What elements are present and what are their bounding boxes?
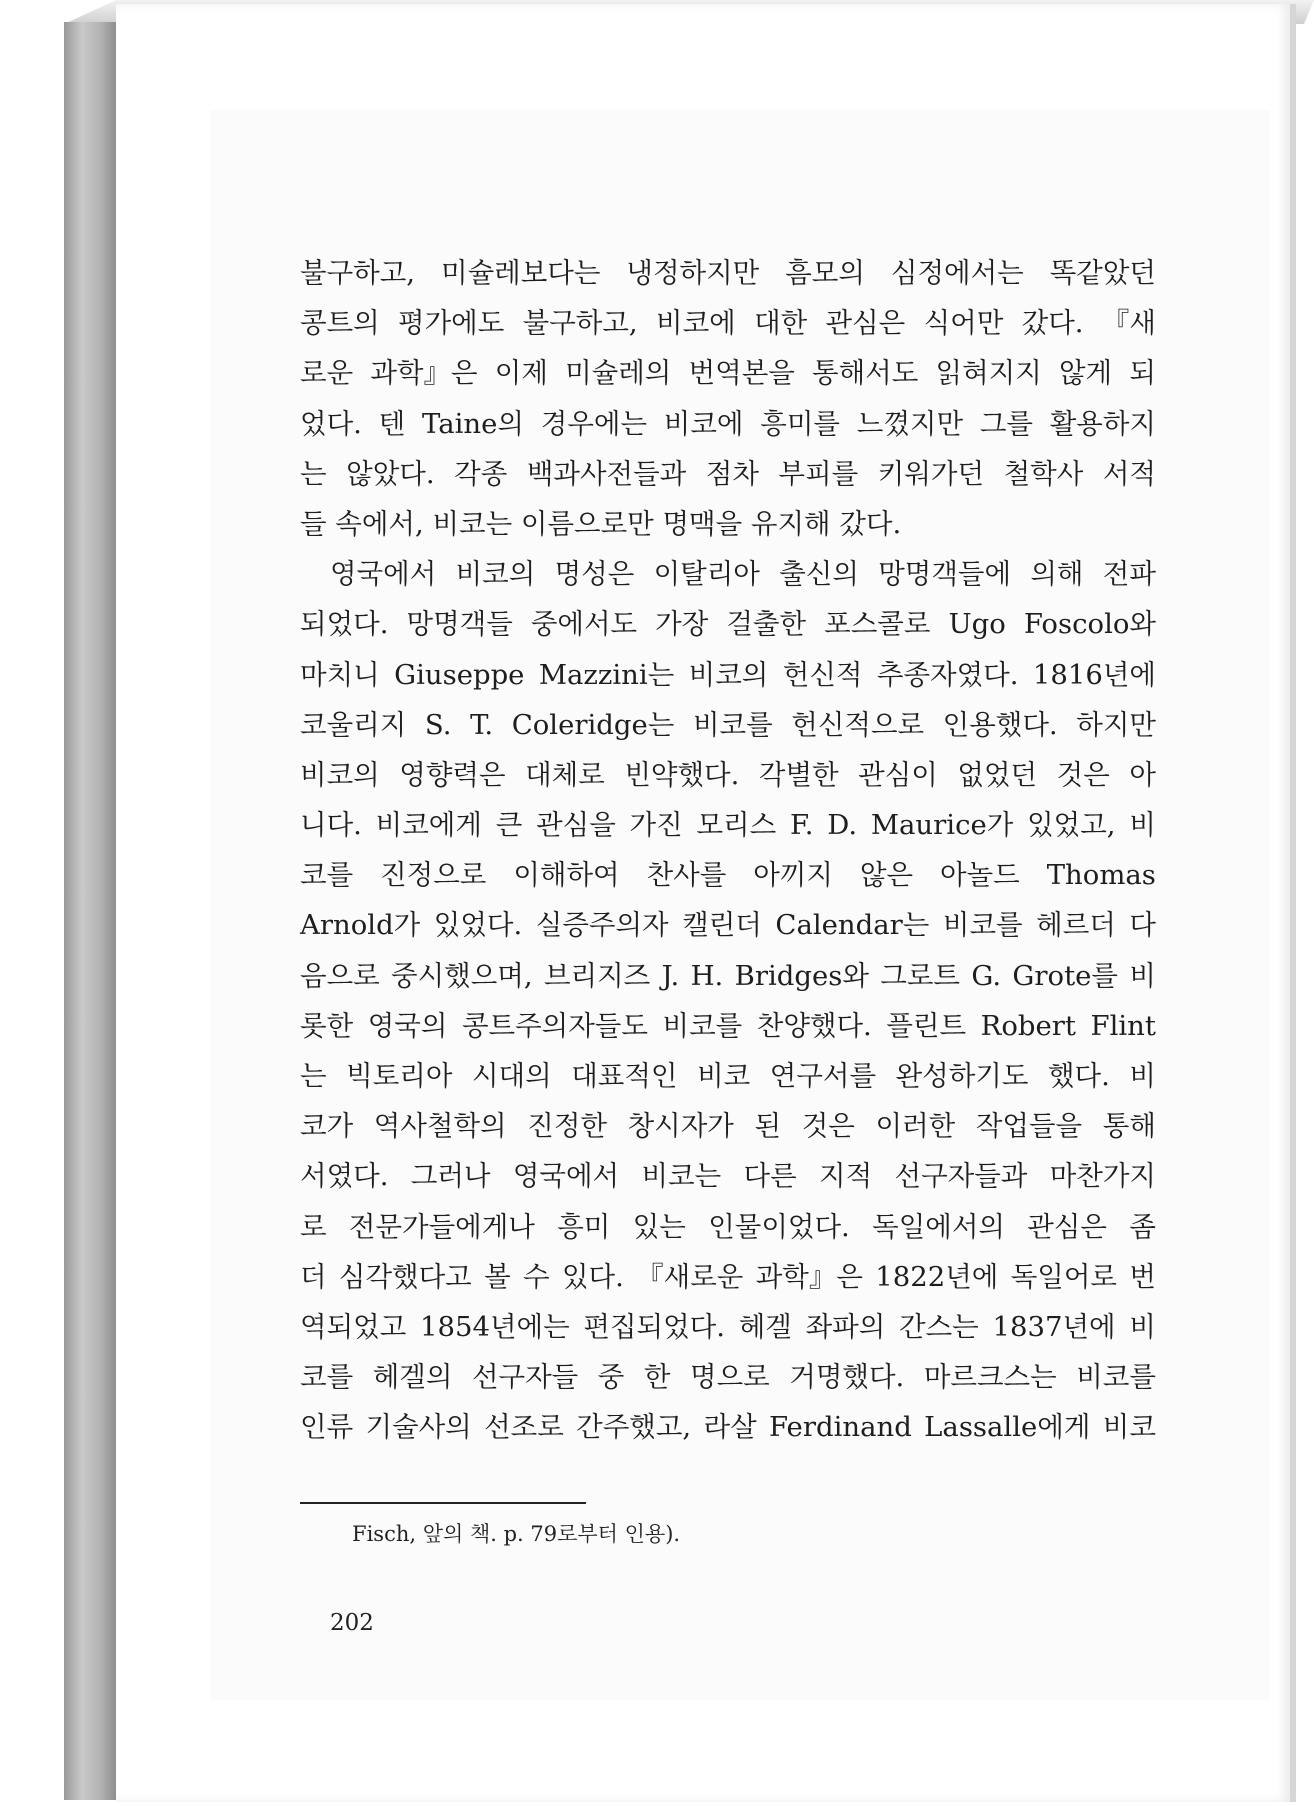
- text-line: 롯한 영국의 콩트주의자들도 비코를 찬양했다. 플린트 Robert Flint: [300, 1009, 1156, 1042]
- paragraph-2: [300, 549, 1156, 1452]
- text-line: 더 심각했다고 볼 수 있다. 『새로운 과학』은 1822년에 독일어로 번: [300, 1260, 1156, 1293]
- text-line: 서였다. 그러나 영국에서 비코는 다른 지적 선구자들과 마찬가지: [300, 1160, 1156, 1193]
- footnote: Fisch, 앞의 책. p. 79로부터 인용).: [352, 1522, 681, 1546]
- paragraph-1: [300, 248, 1156, 549]
- text-line: 로 전문가들에게나 흥미 있는 인물이었다. 독일에서의 관심은 좀: [300, 1210, 1156, 1243]
- text-line: 는 빅토리아 시대의 대표적인 비코 연구서를 완성하기도 했다. 비: [300, 1060, 1156, 1092]
- text-line: 들 속에서, 비코는 이름으로만 명맥을 유지해 갔다.: [300, 507, 902, 540]
- text-line: Arnold가 있었다. 실증주의자 캘린더 Calendar는 비코를 헤르더 다: [300, 909, 1156, 942]
- text-line: 코가 역사철학의 진정한 창시자가 된 것은 이러한 작업들을 통해: [300, 1110, 1156, 1143]
- text-line: 역되었고 1854년에는 편집되었다. 헤겔 좌파의 간스는 1837년에 비: [300, 1310, 1156, 1343]
- text-line: 비코의 영향력은 대체로 빈약했다. 각별한 관심이 없었던 것은 아: [300, 758, 1156, 791]
- text-line: 니다. 비코에게 큰 관심을 가진 모리스 F. D. Maurice가 있었고, 비: [300, 809, 1156, 842]
- text-line: 되었다. 망명객들 중에서도 가장 걸출한 포스콜로 Ugo Foscolo와: [300, 608, 1156, 641]
- footnote-divider: [300, 1502, 586, 1504]
- book-spine: [64, 22, 117, 1800]
- text-line: 로운 과학』은 이제 미슐레의 번역본을 통해서도 읽혀지지 않게 되: [300, 357, 1156, 390]
- text-line: 코를 진정으로 이해하여 찬사를 아끼지 않은 아놀드 Thomas: [300, 859, 1156, 892]
- text-line: 콩트의 평가에도 불구하고, 비코에 대한 관심은 식어만 갔다. 『새: [300, 307, 1156, 340]
- text-line: 었다. 텐 Taine의 경우에는 비코에 흥미를 느꼈지만 그를 활용하지: [300, 407, 1156, 440]
- text-line: 인류 기술사의 선조로 간주했고, 라살 Ferdinand Lassalle에게 비코: [300, 1411, 1156, 1444]
- text-line: 코울리지 S. T. Coleridge는 비코를 헌신적으로 인용했다. 하지만: [300, 708, 1156, 741]
- text-line: 마치니 Giuseppe Mazzini는 비코의 헌신적 추종자였다. 1816년에: [300, 658, 1156, 691]
- page-number: 202: [330, 1610, 374, 1636]
- text-line: 코를 헤겔의 선구자들 중 한 명으로 거명했다. 마르크스는 비코를: [300, 1361, 1156, 1394]
- text-line: 영국에서 비코의 명성은 이탈리아 출신의 망명객들에 의해 전파: [330, 558, 1156, 591]
- text-line: 음으로 중시했으며, 브리지즈 J. H. Bridges와 그로트 G. Grote를 비: [300, 959, 1156, 992]
- body-text: [300, 248, 1156, 1453]
- text-line: 는 않았다. 각종 백과사전들과 점차 부피를 키워가던 철학사 서적: [300, 457, 1156, 490]
- text-line: 불구하고, 미슐레보다는 냉정하지만 흠모의 심정에서는 똑같았던: [300, 257, 1156, 289]
